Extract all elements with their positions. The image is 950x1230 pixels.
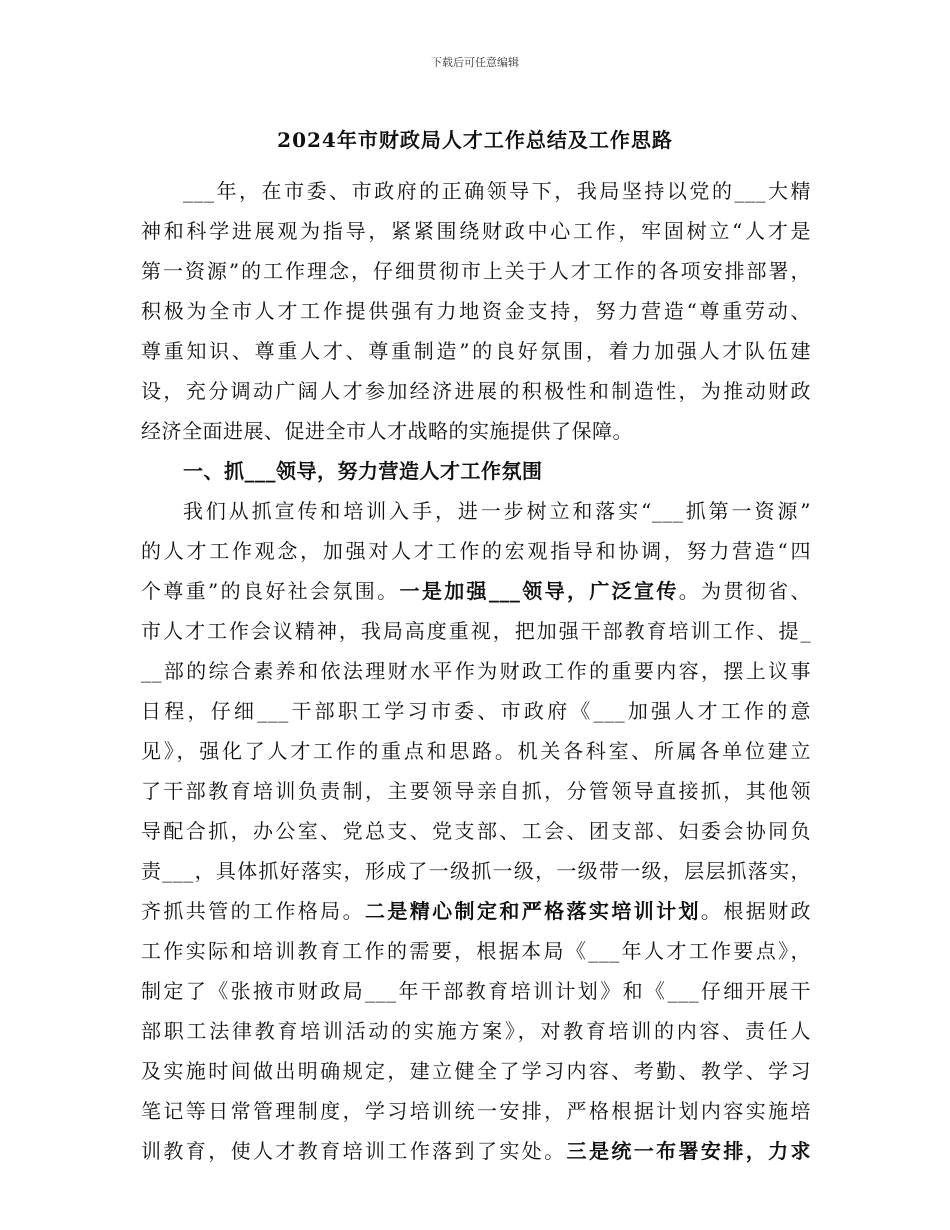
text-line	[141, 1131, 811, 1171]
text-line: 及实施时间做出明确规定，建立健全了学习内容、考勤、教学、学习	[141, 1059, 811, 1083]
paragraph-section1	[141, 491, 811, 1171]
text-line: 导配合抓，办公室、党总支、党支部、工会、团支部、妇委会协同负	[141, 819, 811, 843]
text-line: 见》，强化了人才工作的重点和思路。机关各科室、所属各单位建立	[141, 739, 811, 763]
header-note: 下载后可任意编辑	[431, 56, 519, 69]
text-line: 第一资源”的工作理念，仔细贯彻市上关于人才工作的各项安排部署，	[141, 259, 811, 283]
text-line: 部职工法律教育培训活动的实施方案》，对教育培训的内容、责任人	[141, 1019, 811, 1043]
text-span: 。根据财政	[700, 899, 812, 923]
bold-point-2: 二是精心制定和严格落实培训计划	[364, 899, 701, 923]
text-span: 。为贯彻省、	[678, 579, 812, 603]
text-line: 工作实际和培训教育工作的需要，根据本局《___年人才工作要点》，	[141, 939, 811, 963]
text-line: 责___，具体抓好落实，形成了一级抓一级，一级带一级，层层抓落实，	[141, 859, 811, 883]
document-title: 2024年市财政局人才工作总结及工作思路	[277, 128, 673, 152]
text-line: 设，充分调动广阔人才参加经济进展的积极性和制造性，为推动财政	[141, 379, 811, 403]
text-line: ___年，在市委、市政府的正确领导下，我局坚持以党的___大精	[183, 179, 811, 203]
text-span: 齐抓共管的工作格局。	[141, 899, 365, 923]
text-line: __部的综合素养和依法理财水平作为财政工作的重要内容，摆上议事	[141, 659, 811, 683]
paragraph-intro	[141, 171, 811, 451]
text-line: 经济全面进展、促进全市人才战略的实施提供了保障。	[141, 419, 633, 443]
text-span: 训教育，使人才教育培训工作落到了实处。	[141, 1139, 567, 1163]
section-heading: 一、抓___领导，努力营造人才工作氛围	[183, 459, 543, 483]
text-line	[141, 891, 811, 931]
text-line: 我们从抓宣传和培训入手，进一步树立和落实“___抓第一资源”	[183, 499, 811, 523]
text-line: 的人才工作观念，加强对人才工作的宏观指导和协调，努力营造“四	[141, 539, 811, 563]
document-body	[141, 171, 811, 1171]
text-line: 市人才工作会议精神，我局高度重视，把加强干部教育培训工作、提_	[141, 619, 811, 643]
text-line: 了干部教育培训负责制，主要领导亲自抓，分管领导直接抓，其他领	[141, 779, 811, 803]
bold-point-1: 一是加强___领导，广泛宣传	[399, 579, 679, 603]
bold-point-3: 三是统一布署安排，力求	[566, 1139, 812, 1163]
text-line: 尊重知识、尊重人才、尊重制造”的良好氛围，着力加强人才队伍建	[141, 339, 811, 363]
text-line: 积极为全市人才工作提供强有力地资金支持，努力营造“尊重劳动、	[141, 299, 811, 323]
text-line: 神和科学进展观为指导，紧紧围绕财政中心工作，牢固树立“人才是	[141, 219, 811, 243]
text-line: 笔记等日常管理制度，学习培训统一安排，严格根据计划内容实施培	[141, 1099, 811, 1123]
text-line: 日程，仔细___干部职工学习市委、市政府《___加强人才工作的意	[141, 699, 811, 723]
text-line: 制定了《张掖市财政局___年干部教育培训计划》和《___仔细开展干	[141, 979, 811, 1003]
text-span: 个尊重”的良好社会氛围。	[141, 579, 400, 603]
text-line	[141, 571, 811, 611]
